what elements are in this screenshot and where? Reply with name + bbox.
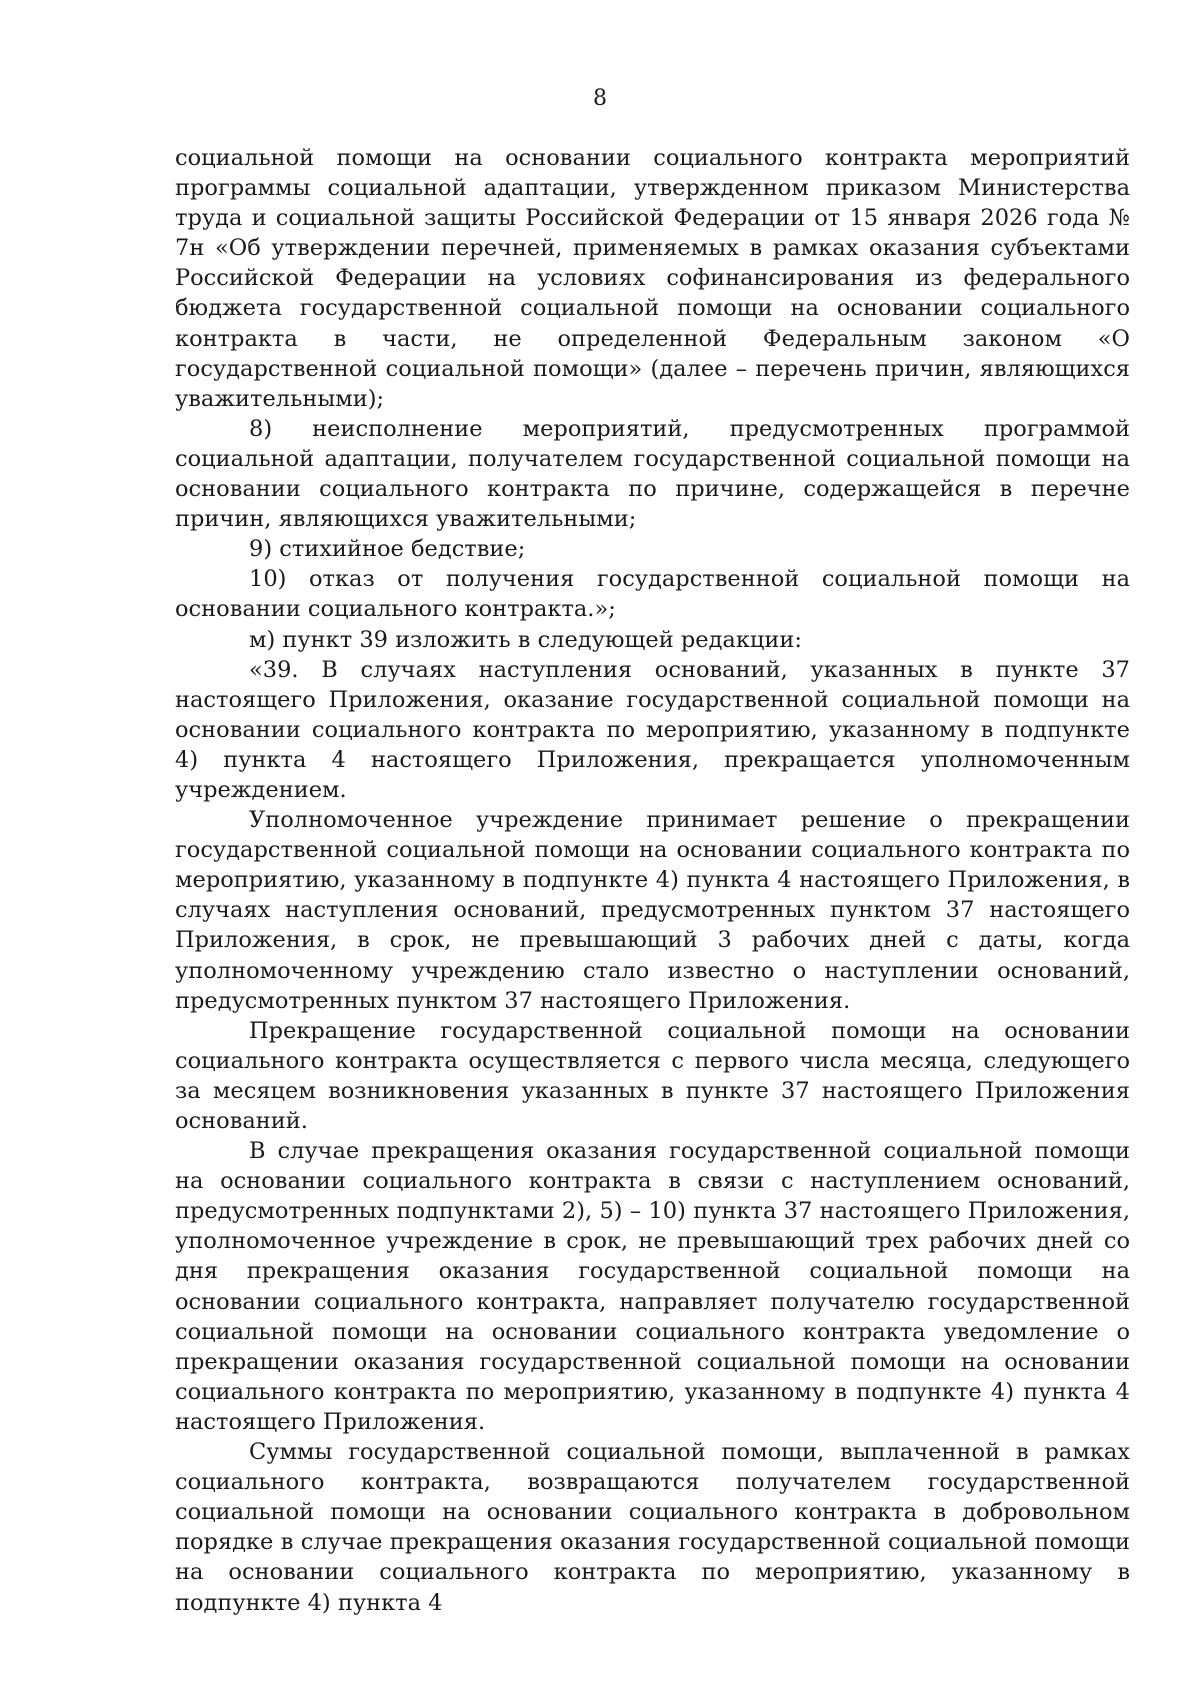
page-number: 8 (593, 86, 607, 111)
paragraph: «39. В случаях наступления оснований, указанных в пункте 37 настоящего Приложения, оказание государственной социальной помощи на основании социального контракта по мероприятию, указанному в подпункте 4) пункта 4 настоящего Приложения, прекращается уполномоченным учреждением. (175, 656, 1130, 803)
paragraph: социальной помощи на основании социального контракта мероприятий программы социальной адаптации, утвержденном приказом Министерства труда и социальной защиты Российской Федерации от 15 января 2026 года № 7н «Об утверждении перечней, применяемых в рамках оказания субъектами Российской Федерации на условиях софинансирования из федерального бюджета государственной социальной помощи на основании социального контракта в части, не определенной Федеральным законом «О государственной социальной помощи» (далее – перечень причин, являющихся уважительными); (175, 145, 1130, 412)
paragraph: Уполномоченное учреждение принимает решение о прекращении государственной социальной помощи на основании социального контракта по мероприятию, указанному в подпункте 4) пункта 4 настоящего Приложения, в случаях наступления оснований, предусмотренных пунктом 37 настоящего Приложения, в срок, не превышающий 3 рабочих дней с даты, когда уполномоченному учреждению стало известно о наступлении оснований, предусмотренных пунктом 37 настоящего Приложения. (175, 807, 1130, 1014)
paragraph: В случае прекращения оказания государственной социальной помощи на основании социального контракта в связи с наступлением оснований, предусмотренных подпунктами 2), 5) – 10) пункта 37 настоящего Приложения, уполномоченное учреждение в срок, не превышающий трех рабочих дней со дня прекращения оказания государственной социальной помощи на основании социального контракта, направляет получателю государственной социальной помощи на основании социального контракта уведомление о прекращении оказания государственной социальной помощи на основании социального контракта по мероприятию, указанному в подпункте 4) пункта 4 настоящего Приложения. (175, 1138, 1130, 1435)
paragraph: Прекращение государственной социальной помощи на основании социального контракта осуществляется с первого числа месяца, следующего за месяцем возникновения указанных в пункте 37 настоящего Приложения оснований. (175, 1017, 1130, 1134)
paragraph: 8) неисполнение мероприятий, предусмотренных программой социальной адаптации, получателем государственной социальной помощи на основании социального контракта по причине, содержащейся в перечне причин, являющихся уважительными; (175, 415, 1130, 533)
document-body (175, 143, 1130, 1618)
paragraph: Суммы государственной социальной помощи, выплаченной в рамках социального контракта, возвращаются получателем государственной социальной помощи на основании социального контракта в добровольном порядке в случае прекращения оказания государственной социальной помощи на основании социального контракта по мероприятию, указанному в подпункте 4) пункта 4 (175, 1439, 1130, 1616)
paragraph: 9) стихийное бедствие; (249, 536, 526, 563)
paragraph: 10) отказ от получения государственной социальной помощи на основании социального контракта.»; (175, 566, 1130, 623)
paragraph: м) пункт 39 изложить в следующей редакции: (249, 626, 802, 653)
